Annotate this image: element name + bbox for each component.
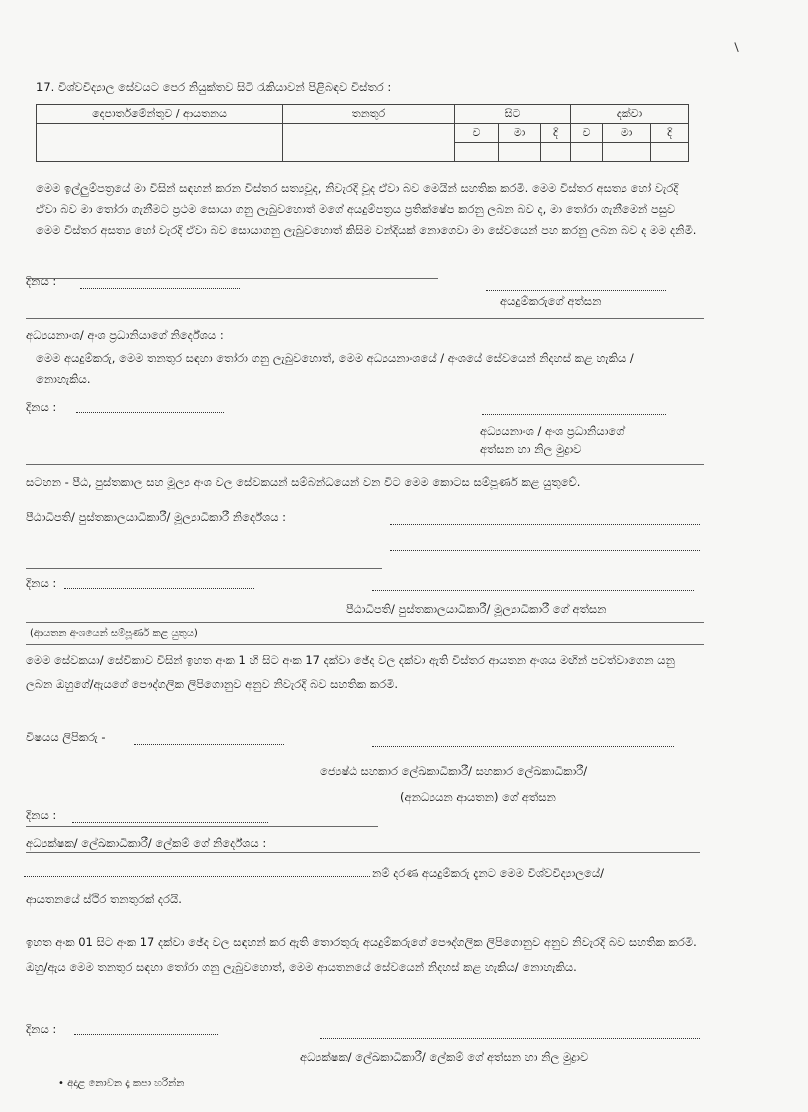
head-signature-line1: අධ්‍යයනාංශ / අංශ ප්‍රධානියාගේ (480, 424, 625, 438)
section-17-heading: 17. විශ්වවිද්‍යාල සේවයට පෙර නියුක්තව සිටි රැකියාවන් පිළිබඳව විස්තර : (36, 80, 392, 94)
divider (26, 852, 700, 853)
dean-recommendation-label: පීඨාධිපති/ පුස්තකාලයාධිකාරී/ මූල්‍යාධිකාරී නිර්දේශය : (26, 510, 287, 524)
col-department: දෙපාර්තමේන්තුව / ආයතනය (37, 105, 283, 124)
col-from: සිට (455, 105, 571, 124)
cell-department[interactable] (37, 124, 283, 162)
date-field[interactable] (72, 822, 268, 823)
date-label: දිනය : (26, 274, 57, 288)
dean-signature-field[interactable] (372, 590, 694, 591)
sub-label-day: දි (651, 124, 689, 143)
dean-signature-label: පීඨාධිපති/ පුස්තකාලයාධිකාරී/ මූල්‍යාධිකාරී ගේ අත්සන (346, 602, 607, 616)
pen-mark (734, 42, 739, 52)
director-signature-field[interactable] (320, 1038, 700, 1039)
sub-label-month: මා (603, 124, 651, 143)
sub-label-day: දි (541, 124, 571, 143)
cell-from-year[interactable] (455, 143, 499, 162)
registrar-signature-line2: (අනධ්‍යයන ආයතන) ගේ අත්සන (400, 790, 556, 804)
divider (26, 464, 704, 465)
divider (26, 826, 378, 827)
cell-to-month[interactable] (603, 143, 651, 162)
note-text: සටහන - පීඨ, පුස්තකාල සහ මූල්‍ය අංශ වල සේවකයන් සම්බන්ධයෙන් වන විට මෙම කොටස සම්පූර්ණ කළ යුතුවේ. (26, 475, 581, 489)
applicant-signature-field[interactable] (486, 290, 666, 291)
institution-section-header: (ආයතන අංශයෙන් සම්පූර්ණ කළ යුතුය) (30, 628, 198, 639)
head-recommendation-title: අධ්‍යයනාංශ/ අංශ ප්‍රධානියාගේ නිර්දේශය : (26, 328, 224, 342)
applicant-signature-label: අයදුම්කරුගේ අත්සන (500, 294, 602, 308)
cell-post[interactable] (283, 124, 455, 162)
institution-text: මෙම සේවකයා/ සේවිකාව විසින් ඉහත අංක 1 හි සිට අංක 17 දක්වා ඡේද වල දක්වා ඇති විස්තර ආයතන අංශය මඟින් පවත්වාගෙන යනු ලබන ඔහුගේ/ඇයගේ පෞද්ගලික ලිපිගොනුව අනුව නිවැරදි බව සහතික කරමි. (26, 653, 675, 691)
footnote: • අදාළ නොවන දෑ කපා හරින්න (58, 1078, 185, 1089)
divider (26, 278, 438, 279)
date-label: දිනය : (26, 576, 57, 590)
divider (26, 318, 704, 319)
registrar-certify-text: ඉහත අංක 01 සිට අංක 17 දක්වා ඡේද වල සඳහන් කර ඇති තොරතුරු අයදුම්කරුගේ පෞද්ගලික ලිපිගොනුව අනුව නිවැරදි බව සහතික කරමි. ඔහු/ඇය මෙම තනතුර සඳහා තෝරා ගනු ලැබුවහොත්, මෙම ආයතනයේ සේවයෙන් නිදහස් කළ හැකිය/ නොහැකිය. (26, 935, 697, 974)
divider (26, 568, 382, 569)
registrar-text-line2: ආයතනයේ ස්ථිර තනතුරක් දරයි. (26, 892, 182, 906)
sub-label-year: ව (571, 124, 603, 143)
cell-to-day[interactable] (651, 143, 689, 162)
head-signature-field[interactable] (482, 414, 666, 415)
sub-label-year: ව (455, 124, 499, 143)
date-label: දිනය : (26, 1022, 57, 1036)
applicant-name-field[interactable] (24, 876, 370, 877)
sub-label-month: මා (499, 124, 541, 143)
divider (26, 622, 704, 623)
head-signature-line2: අත්සන හා නිල මුද්‍රාව (480, 442, 582, 456)
cell-from-month[interactable] (499, 143, 541, 162)
registrar-text-line1: නම් දරණ අයදුම්කරු දැනට මෙම විශ්වවිද්‍යාලයේ/ (372, 866, 604, 880)
date-label: දිනය : (26, 400, 57, 414)
registrar-recommendation-title: අධ්‍යක්ෂක/ ලේඛකාධිකාරී/ ලේකම් ගේ නිර්දේශය : (26, 836, 267, 850)
declaration-text: මෙම ඉල්ලුම්පත්‍රයේ මා විසින් සඳහන් කරන විස්තර සත්‍යවූද, නිවැරදි වූද ඒවා බව මෙයින් සහතික කරමි. මෙම විස්තර අසත්‍ය හෝ වැරදි ඒවා බව මා තෝරා ගැනීමට ප්‍රථම සොයා ගනු ලැබුවහොත් මගේ අයදුම්පත්‍රය ප්‍රතික්ෂේප කරනු ලබන බව ද, මා තෝරා ගැනීමෙන් පසුව මෙම විස්තර අසත්‍ය හෝ වැරදි ඒවා බව සොයාගනු ලැබුවහොත් කිසිම වන්දියක් නොගෙවා මා සේවයෙන් පහ කරනු ලබන බව ද මම දනිමි. (36, 181, 697, 237)
divider (26, 644, 704, 645)
head-recommendation-text: මෙම අයදුම්කරු, මෙම තනතුර සඳහා තෝරා ගනු ලැබුවහොත්, මෙම අධ්‍යයනාංශයේ / අංශයේ සේවයෙන් නිදහස් කළ හැකිය / නොහැකිය. (36, 351, 634, 386)
dean-recommendation-field-2[interactable] (390, 550, 700, 551)
director-signature-label: අධ්‍යක්ෂක/ ලේඛකාධිකාරී/ ලේකම් ගේ අත්සන හා නිල මුද්‍රාව (300, 1050, 589, 1064)
dean-recommendation-field[interactable] (390, 524, 700, 525)
date-label: දිනය : (26, 808, 57, 822)
col-post: තනතුර (283, 105, 455, 124)
employment-table (36, 104, 689, 162)
registrar-signature-line1: ජ්‍යෙෂ්ඨ සහකාර ලේඛකාධිකාරී/ සහකාර ලේඛකාධිකාරී/ (320, 764, 588, 778)
date-field[interactable] (64, 588, 254, 589)
clerk-field[interactable] (134, 744, 284, 745)
registrar-signature-field[interactable] (372, 746, 674, 747)
date-field[interactable] (80, 288, 240, 289)
date-field[interactable] (76, 412, 224, 413)
clerk-label: විෂයය ලිපිකරු - (26, 730, 106, 744)
date-field[interactable] (74, 1034, 218, 1035)
cell-from-day[interactable] (541, 143, 571, 162)
col-to: දක්වා (571, 105, 689, 124)
cell-to-year[interactable] (571, 143, 603, 162)
